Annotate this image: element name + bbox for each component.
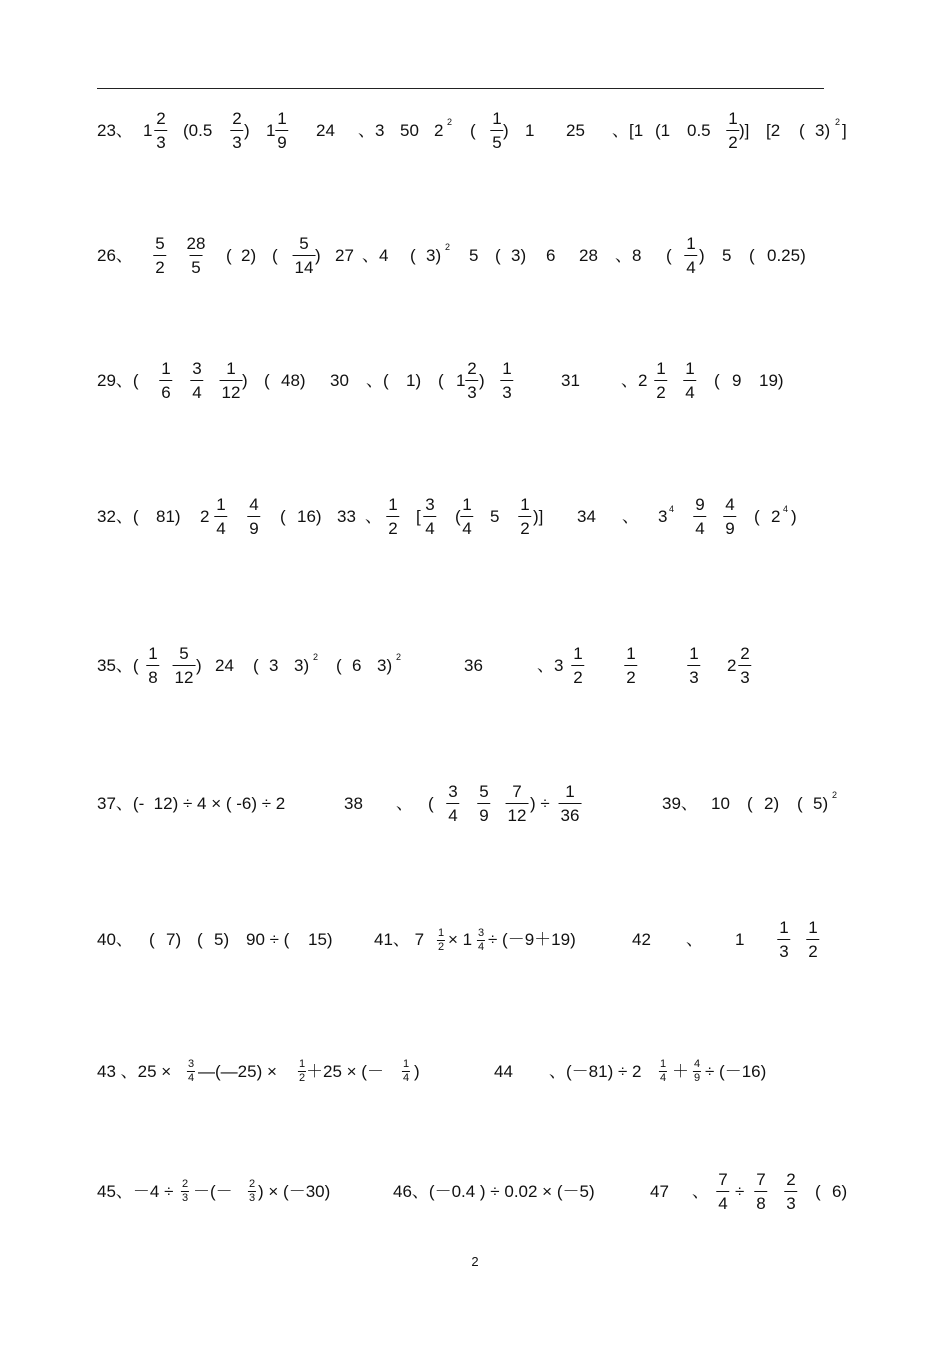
fraction-numerator: 5 (299, 234, 309, 253)
fraction-numerator: 1 (728, 109, 738, 128)
fraction-denominator: 2 (437, 941, 445, 953)
fraction (716, 1171, 729, 1212)
fraction-denominator: 5 (189, 255, 202, 276)
expression-text: 、8 (615, 246, 642, 265)
fraction-numerator: 7 (718, 1170, 728, 1189)
expression-text: 、[1 (612, 121, 644, 140)
expression-text: ( (226, 246, 232, 265)
fraction-denominator: 9 (247, 516, 260, 537)
fraction-denominator: 4 (402, 1072, 410, 1084)
fraction (693, 496, 706, 537)
fraction-numerator: 2 (248, 1178, 256, 1190)
fraction-denominator: 2 (518, 516, 531, 537)
fraction-denominator: 4 (716, 1191, 729, 1212)
fraction-numerator: 9 (695, 495, 705, 514)
fraction-numerator: 3 (425, 495, 435, 514)
fraction-numerator: 1 (462, 495, 472, 514)
expression-text: ( (799, 121, 805, 140)
expression-text: ) (242, 371, 248, 390)
fraction (275, 110, 288, 151)
expression-text: 23、 (97, 121, 133, 140)
expression-text: ( (197, 930, 203, 949)
fraction-numerator: 28 (186, 234, 206, 253)
expression-text: 90 ÷ ( (246, 930, 290, 949)
expression-text: 24 (215, 656, 234, 675)
fraction-denominator: 3 (465, 380, 478, 401)
expression-text: 43 、25 × (97, 1062, 172, 1081)
exponent: 2 (835, 117, 841, 127)
expression-text: ) ÷ (530, 794, 550, 813)
exponent: 2 (313, 652, 319, 662)
expression-text: 2 (727, 656, 737, 675)
fraction-numerator: 3 (192, 359, 202, 378)
fraction-denominator: 12 (506, 803, 529, 824)
expression-text: 29、( (97, 371, 139, 390)
expression-text: 46、(－0.4 ) ÷ 0.02 × (－5) (393, 1182, 595, 1201)
exponent: 4 (669, 504, 675, 514)
fraction-denominator: 3 (181, 1192, 189, 1204)
expression-text: ( (264, 371, 270, 390)
expression-text: ( (470, 121, 476, 140)
expression-text: ( (815, 1182, 821, 1201)
fraction-numerator: 1 (216, 495, 226, 514)
fraction-denominator: 3 (500, 380, 513, 401)
expression-text: ( (495, 246, 501, 265)
expression-text: ) (503, 121, 509, 140)
expression-text: 、3 (537, 656, 564, 675)
fraction-denominator: 4 (693, 516, 706, 537)
fraction-denominator: 3 (784, 1191, 797, 1212)
expression-text: 1 (143, 121, 153, 140)
expression-text: 25 (566, 121, 585, 140)
expression-text: 0.25) (767, 246, 806, 265)
fraction-denominator: 4 (684, 255, 697, 276)
fraction-denominator: 4 (659, 1072, 667, 1084)
expression-text: ) (414, 1062, 420, 1081)
expression-text: 24 (316, 121, 335, 140)
fraction-denominator: 4 (214, 516, 227, 537)
expression-text: 48) (281, 371, 306, 390)
expression-text: ( (666, 246, 672, 265)
expression-text: 9 (732, 371, 742, 390)
expression-text: 、2 (621, 371, 648, 390)
expression-text: [2 (766, 121, 781, 140)
fraction-numerator: 1 (656, 359, 666, 378)
fraction-numerator: 5 (155, 234, 165, 253)
expression-text: 47 (650, 1182, 669, 1201)
fraction (683, 360, 696, 401)
expression-text: 19) (759, 371, 784, 390)
expression-text: 2 (434, 121, 444, 140)
fraction-numerator: 4 (725, 495, 735, 514)
expression-text: 1) (406, 371, 422, 390)
fraction-denominator: 14 (293, 255, 316, 276)
expression-text: (1 (655, 121, 671, 140)
expression-text: 、 (365, 507, 382, 526)
fraction-denominator: 36 (559, 803, 582, 824)
fraction (571, 645, 584, 686)
expression-text: 27 (335, 246, 354, 265)
fraction (146, 645, 159, 686)
expression-text: —(—25) × (198, 1062, 277, 1081)
fraction-denominator: 4 (190, 380, 203, 401)
fraction-denominator: 2 (386, 516, 399, 537)
fraction-denominator: 2 (298, 1072, 306, 1084)
expression-text: 、 (686, 930, 703, 949)
expression-text: ( (749, 246, 755, 265)
expression-text: 50 (400, 121, 419, 140)
fraction (465, 360, 478, 401)
expression-text: 0.5 (687, 121, 711, 140)
fraction-numerator: 1 (779, 918, 789, 937)
expression-text: 1 (735, 930, 745, 949)
expression-text: ＋25 × (－ (306, 1062, 384, 1081)
fraction-denominator: 2 (624, 665, 637, 686)
fraction-numerator: 1 (565, 782, 575, 801)
fraction-numerator: 1 (298, 1058, 306, 1070)
fraction (777, 919, 790, 960)
expression-text: ( (747, 794, 753, 813)
expression-text: 3) (815, 121, 831, 140)
fraction (738, 645, 751, 686)
expression-text: 、(－81) ÷ 2 (549, 1062, 642, 1081)
fraction-denominator: 12 (220, 380, 243, 401)
fraction-numerator: 3 (187, 1058, 195, 1070)
fraction (248, 1179, 256, 1204)
fraction (654, 360, 667, 401)
fraction-denominator: 5 (490, 130, 503, 151)
expression-text: ) (315, 246, 321, 265)
expression-text: [ (416, 507, 421, 526)
expression-text: 10 (711, 794, 730, 813)
expression-text: ) (196, 656, 202, 675)
expression-text: ( (272, 246, 278, 265)
fraction-denominator: 9 (723, 516, 736, 537)
fraction-denominator: 4 (423, 516, 436, 537)
expression-text: 、3 (358, 121, 385, 140)
fraction (247, 496, 260, 537)
fraction (190, 360, 203, 401)
fraction-denominator: 8 (146, 665, 159, 686)
fraction-numerator: 1 (808, 918, 818, 937)
expression-text: 33 (337, 507, 356, 526)
fraction-numerator: 1 (148, 644, 158, 663)
page-number: 2 (471, 1254, 479, 1269)
fraction-numerator: 2 (786, 1170, 796, 1189)
expression-text: 2 (771, 507, 781, 526)
expression-text: ( (410, 246, 416, 265)
fraction-numerator: 1 (685, 359, 695, 378)
expression-text: )] (533, 507, 544, 526)
fraction-numerator: 1 (388, 495, 398, 514)
fraction-denominator: 2 (806, 939, 819, 960)
fraction-denominator: 12 (173, 665, 196, 686)
fraction-numerator: 2 (467, 359, 477, 378)
fraction (187, 1059, 195, 1084)
fraction-numerator: 1 (520, 495, 530, 514)
fraction (298, 1059, 306, 1084)
expression-text: 32、( (97, 507, 139, 526)
fraction (220, 360, 243, 401)
expression-text: ( (336, 656, 342, 675)
fraction-numerator: 2 (156, 109, 166, 128)
expression-text: 5 (722, 246, 732, 265)
expression-text: 1 (525, 121, 535, 140)
expression-text: 45、－4 ÷ (97, 1182, 174, 1201)
fraction (518, 496, 531, 537)
expression-text: 、 (396, 794, 413, 813)
fraction-denominator: 3 (738, 665, 751, 686)
expression-text: ( (714, 371, 720, 390)
fraction-denominator: 3 (248, 1192, 256, 1204)
expression-text: 3 (658, 507, 668, 526)
fraction (684, 235, 697, 276)
fraction (477, 928, 485, 953)
expression-text: 1 (456, 371, 466, 390)
fraction-numerator: 2 (181, 1178, 189, 1190)
fraction (693, 1059, 701, 1084)
expression-text: 6 (352, 656, 362, 675)
expression-text: 42 (632, 930, 651, 949)
expression-text: 6 (546, 246, 556, 265)
fraction-numerator: 1 (573, 644, 583, 663)
fraction (477, 783, 490, 824)
expression-text: ( (455, 507, 461, 526)
expression-text: －(－ (193, 1182, 233, 1201)
fraction-denominator: 4 (446, 803, 459, 824)
expression-text: ( (754, 507, 760, 526)
header-rule (97, 88, 824, 89)
expression-text: 39、 (662, 794, 698, 813)
expression-text: 、 (622, 507, 639, 526)
fraction (726, 110, 739, 151)
fraction-denominator: 2 (726, 130, 739, 151)
fraction (173, 645, 196, 686)
fraction-denominator: 4 (460, 516, 473, 537)
fraction-numerator: 4 (693, 1058, 701, 1070)
exponent: 2 (445, 242, 451, 252)
exponent: 2 (447, 117, 453, 127)
expression-text: 26、 (97, 246, 133, 265)
fraction-denominator: 6 (159, 380, 172, 401)
expression-text: 30 (330, 371, 349, 390)
expression-text: 36 (464, 656, 483, 675)
fraction (386, 496, 399, 537)
fraction (214, 496, 227, 537)
exponent: 2 (396, 652, 402, 662)
expression-text: 6) (832, 1182, 848, 1201)
fraction (490, 110, 503, 151)
fraction-numerator: 5 (179, 644, 189, 663)
fraction-denominator: 3 (154, 130, 167, 151)
fraction-denominator: 8 (754, 1191, 767, 1212)
fraction-denominator: 2 (153, 255, 166, 276)
fraction-numerator: 3 (448, 782, 458, 801)
fraction (154, 110, 167, 151)
fraction (806, 919, 819, 960)
expression-text: 28 (579, 246, 598, 265)
fraction (185, 235, 208, 276)
fraction-denominator: 4 (477, 941, 485, 953)
fraction-denominator: 3 (230, 130, 243, 151)
fraction-numerator: 1 (226, 359, 236, 378)
fraction (181, 1179, 189, 1204)
expression-text: )] (739, 121, 750, 140)
expression-text: ] (842, 121, 847, 140)
fraction-numerator: 1 (277, 109, 287, 128)
fraction (500, 360, 513, 401)
fraction-numerator: 1 (402, 1058, 410, 1070)
fraction (659, 1059, 667, 1084)
fraction-numerator: 7 (756, 1170, 766, 1189)
fraction-numerator: 4 (249, 495, 259, 514)
exponent: 2 (832, 790, 838, 800)
expression-text: ÷ (－9＋19) (488, 930, 576, 949)
expression-text: 3) (426, 246, 442, 265)
fraction-numerator: 1 (689, 644, 699, 663)
expression-text: 37、(- 12) ÷ 4 × ( -6) ÷ 2 (97, 794, 286, 813)
fraction-numerator: 1 (686, 234, 696, 253)
fraction (506, 783, 529, 824)
fraction-denominator: 3 (687, 665, 700, 686)
expression-text: 15) (308, 930, 333, 949)
fraction-denominator: 4 (683, 380, 696, 401)
fraction (437, 928, 445, 953)
fraction-numerator: 7 (512, 782, 522, 801)
fraction (153, 235, 166, 276)
fraction-denominator: 9 (275, 130, 288, 151)
fraction (723, 496, 736, 537)
fraction-denominator: 9 (693, 1072, 701, 1084)
fraction-denominator: 2 (571, 665, 584, 686)
fraction (159, 360, 172, 401)
expression-text: ) (479, 371, 485, 390)
fraction-denominator: 9 (477, 803, 490, 824)
fraction (293, 235, 316, 276)
expression-text: ) × (－30) (258, 1182, 331, 1201)
fraction-numerator: 1 (659, 1058, 667, 1070)
fraction-numerator: 2 (740, 644, 750, 663)
expression-text: 、 (692, 1182, 709, 1201)
expression-text: ( (428, 794, 434, 813)
expression-text: 41、 7 (374, 930, 425, 949)
fraction-numerator: 1 (502, 359, 512, 378)
expression-text: 2 (200, 507, 210, 526)
fraction (460, 496, 473, 537)
expression-text: 38 (344, 794, 363, 813)
expression-text: 3) (377, 656, 393, 675)
expression-text: 5 (490, 507, 500, 526)
expression-text: 40、 (97, 930, 133, 949)
expression-text: 1 (266, 121, 276, 140)
expression-text: ) (791, 507, 797, 526)
expression-text: 2) (764, 794, 780, 813)
expression-text: 31 (561, 371, 580, 390)
expression-text: ) (244, 121, 250, 140)
expression-text: 5) (813, 794, 829, 813)
expression-text: ÷ (－16) (705, 1062, 767, 1081)
fraction-numerator: 3 (477, 927, 485, 939)
expression-text: 3) (294, 656, 310, 675)
expression-text: 2) (241, 246, 257, 265)
expression-text: (0.5 (183, 121, 213, 140)
fraction (559, 783, 582, 824)
expression-text: ( (797, 794, 803, 813)
expression-text: 34 (577, 507, 596, 526)
expression-text: 3 (269, 656, 279, 675)
expression-text: ＋ (672, 1062, 689, 1081)
fraction (402, 1059, 410, 1084)
fraction (754, 1171, 767, 1212)
expression-text: ( (253, 656, 259, 675)
fraction (624, 645, 637, 686)
fraction-numerator: 1 (626, 644, 636, 663)
expression-text: 16) (297, 507, 322, 526)
expression-text: ( (149, 930, 155, 949)
expression-text: ( (280, 507, 286, 526)
expression-text: ( (438, 371, 444, 390)
expression-text: 44 (494, 1062, 513, 1081)
fraction-denominator: 4 (187, 1072, 195, 1084)
fraction-denominator: 3 (777, 939, 790, 960)
fraction-numerator: 1 (437, 927, 445, 939)
expression-text: 5) (214, 930, 230, 949)
expression-text: 、( (366, 371, 389, 390)
fraction (230, 110, 243, 151)
expression-text: ÷ (735, 1182, 745, 1201)
fraction (423, 496, 436, 537)
expression-text: 81) (156, 507, 181, 526)
fraction-denominator: 2 (654, 380, 667, 401)
fraction-numerator: 1 (161, 359, 171, 378)
exponent: 4 (783, 504, 789, 514)
expression-text: ) (699, 246, 705, 265)
expression-text: 5 (469, 246, 479, 265)
expression-text: 35、( (97, 656, 139, 675)
fraction (687, 645, 700, 686)
fraction-numerator: 1 (492, 109, 502, 128)
fraction-numerator: 5 (479, 782, 489, 801)
fraction (446, 783, 459, 824)
expression-text: 3) (511, 246, 527, 265)
expression-text: 、4 (362, 246, 389, 265)
expression-text: × 1 (448, 930, 473, 949)
fraction-numerator: 2 (232, 109, 242, 128)
fraction (784, 1171, 797, 1212)
expression-text: 7) (166, 930, 182, 949)
